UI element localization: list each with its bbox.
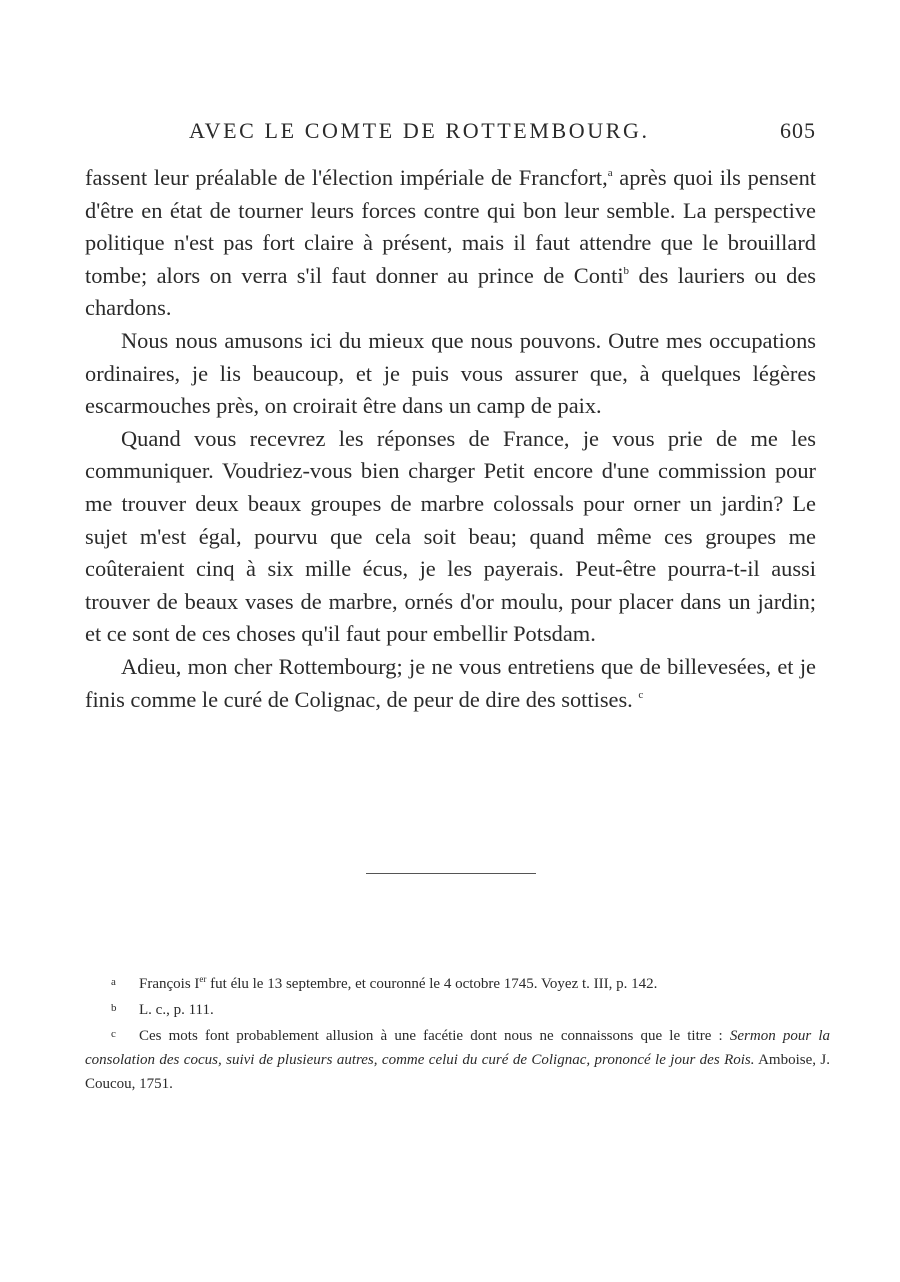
paragraph-4 <box>85 651 816 716</box>
footnote-c-title: Sermon pour la consolation des cocus, suivi de plusieurs autres, comme celui du curé de Colignac, prononcé le jour des Rois. <box>85 1028 830 1068</box>
page-header <box>85 118 816 152</box>
footnote-a-superscript: er <box>199 974 207 984</box>
footnote-b <box>85 996 830 1022</box>
footnote-a-text-2: fut élu le 13 septembre, et couronné le 4 octobre 1745. Voyez t. III, p. 142. <box>206 976 658 992</box>
footnote-c <box>85 1022 830 1096</box>
paragraph-1 <box>85 162 816 325</box>
paragraph-4-text: Adieu, mon cher Rottembourg; je ne vous entretiens que de billevesées, et je finis comme le curé de Colignac, de peur de dire des sottises. <box>85 653 816 712</box>
paragraph-1-part-2: après quoi ils pensent d'être en état de tourner leurs forces contre qui bon leur semble. La perspective politique n'est pas fort claire à présent, mais il faut attendre que le brouillard tombe; alors on verra s'il faut donner au prince de Conti <box>85 165 816 288</box>
footnote-a-text-1: François I <box>139 976 200 992</box>
section-divider <box>366 873 536 874</box>
footnote-mark: b <box>111 1002 117 1014</box>
footnote-b-text: L. c., p. 111. <box>139 1002 214 1018</box>
paragraph-1-part-1: fassent leur préalable de l'élection impériale de Francfort, <box>85 165 608 190</box>
footnote-ref-c: c <box>638 688 644 701</box>
paragraph-1-part-3: des lauriers ou des chardons. <box>85 262 816 321</box>
footnote-ref-a: a <box>607 167 613 179</box>
footnote-a <box>85 970 830 996</box>
footnote-c-publication: Amboise, J. Coucou, 1751. <box>85 1052 830 1092</box>
footnote-mark: c <box>111 1028 116 1040</box>
footnote-ref-b: b <box>623 264 630 277</box>
running-title: AVEC LE COMTE DE ROTTEMBOURG. <box>189 118 650 143</box>
footnotes <box>85 970 830 1096</box>
page-number: 605 <box>780 118 816 143</box>
paragraph-2: Nous nous amusons ici du mieux que nous pouvons. Outre mes occupations ordinaires, je lis beaucoup, et je puis vous assurer que, à quelques légères escarmouches près, on croirait être dans un camp de paix. <box>85 327 816 419</box>
letter-body <box>85 162 816 716</box>
footnote-c-text: Ces mots font probablement allusion à une facétie dont nous ne connaissons que le titre : <box>139 1028 723 1044</box>
footnote-mark: a <box>111 976 116 988</box>
paragraph-3: Quand vous recevrez les réponses de France, je vous prie de me les communiquer. Voudriez-vous bien charger Petit encore d'une commission pour me trouver deux beaux groupes de marbre colossals pour orner un jardin? Le sujet m'est égal, pourvu que cela soit beau; quand même ces groupes me coûteraient cinq à six mille écus, je les payerais. Peut-être pourra-t-il aussi trouver de beaux vases de marbre, ornés d'or moulu, pour placer dans un jardin; et ce sont de ces choses qu'il faut pour embellir Potsdam. <box>85 425 816 647</box>
